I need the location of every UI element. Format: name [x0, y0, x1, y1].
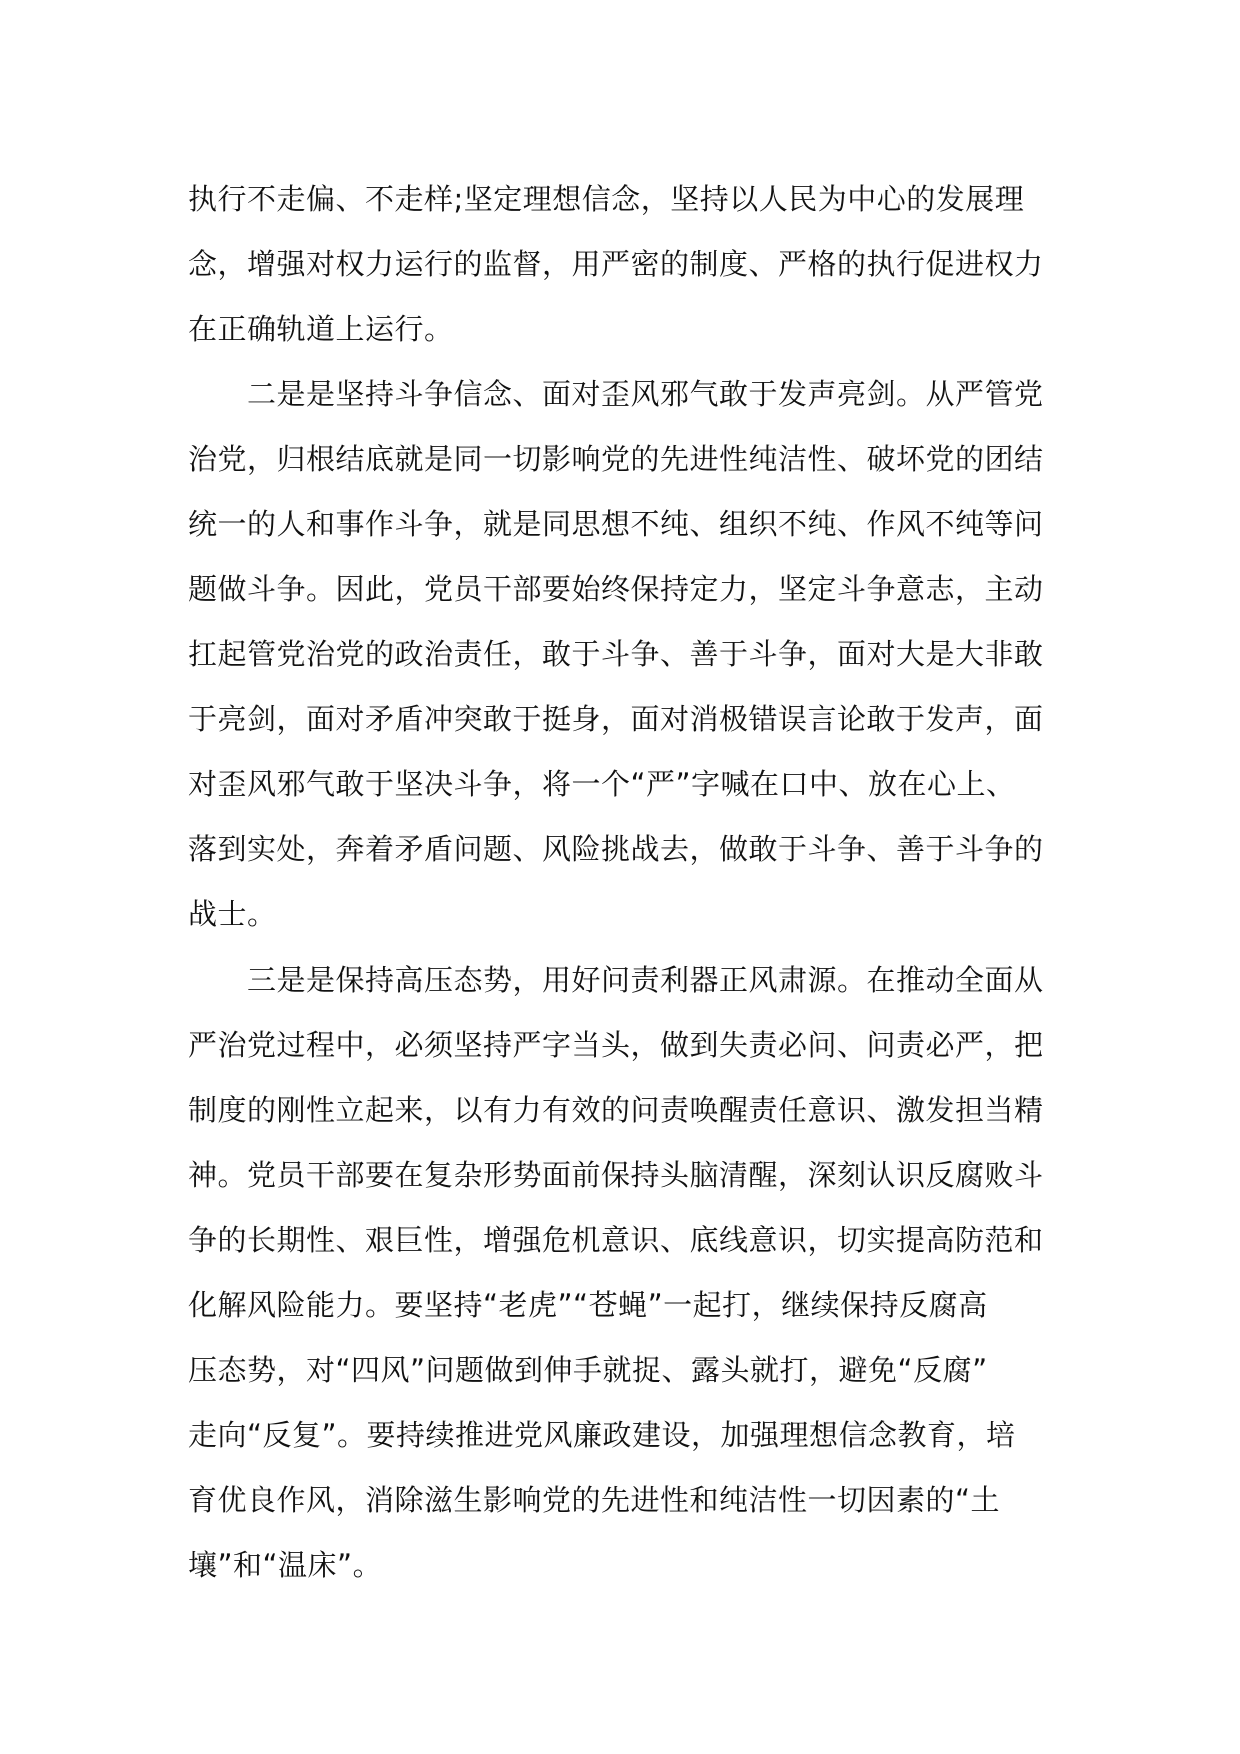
paragraph-line: 战士。 — [188, 897, 277, 931]
paragraph-line: 在正确轨道上运行。 — [188, 312, 454, 346]
paragraph-line: 扛起管党治党的政治责任，敢于斗争、善于斗争，面对大是大非敢 — [188, 637, 1044, 671]
paragraph-3 — [188, 948, 1068, 1598]
paragraph-line: 严治党过程中，必须坚持严字当头，做到失责必问、问责必严，把 — [188, 1028, 1044, 1062]
paragraph-2 — [188, 362, 1068, 947]
paragraph-line: 走向“反复”。要持续推进党风廉政建设，加强理想信念教育，培 — [188, 1418, 1016, 1452]
paragraph-line: 念，增强对权力运行的监督，用严密的制度、严格的执行促进权力 — [188, 247, 1044, 281]
paragraph-line: 三是是保持高压态势，用好问责利器正风肃源。在推动全面从 — [247, 963, 1044, 997]
paragraph-line: 压态势，对“四风”问题做到伸手就捉、露头就打，避免“反腐” — [188, 1353, 988, 1387]
paragraph-line: 壤”和“温床”。 — [188, 1548, 383, 1582]
paragraph-line: 二是是坚持斗争信念、面对歪风邪气敢于发声亮剑。从严管党 — [247, 377, 1044, 411]
paragraph-line: 化解风险能力。要坚持“老虎”“苍蝇”一起打，继续保持反腐高 — [188, 1288, 988, 1322]
paragraph-line: 争的长期性、艰巨性，增强危机意识、底线意识，切实提高防范和 — [188, 1223, 1044, 1257]
paragraph-line: 落到实处，奔着矛盾问题、风险挑战去，做敢于斗争、善于斗争的 — [188, 832, 1044, 866]
paragraph-line: 神。党员干部要在复杂形势面前保持头脑清醒，深刻认识反腐败斗 — [188, 1158, 1044, 1192]
paragraph-line: 执行不走偏、不走样;坚定理想信念，坚持以人民为中心的发展理 — [188, 182, 1025, 216]
paragraph-line: 育优良作风，消除滋生影响党的先进性和纯洁性一切因素的“土 — [188, 1483, 1001, 1517]
paragraph-line: 于亮剑，面对矛盾冲突敢于挺身，面对消极错误言论敢于发声，面 — [188, 702, 1044, 736]
paragraph-line: 制度的刚性立起来，以有力有效的问责唤醒责任意识、激发担当精 — [188, 1093, 1044, 1127]
paragraph-line: 治党，归根结底就是同一切影响党的先进性纯洁性、破坏党的团结 — [188, 442, 1044, 476]
paragraph-line: 题做斗争。因此，党员干部要始终保持定力，坚定斗争意志，主动 — [188, 572, 1044, 606]
paragraph-1 — [188, 167, 1068, 362]
paragraph-line: 对歪风邪气敢于坚决斗争，将一个“严”字喊在口中、放在心上、 — [188, 767, 1016, 801]
paragraph-line: 统一的人和事作斗争，就是同思想不纯、组织不纯、作风不纯等问 — [188, 507, 1044, 541]
